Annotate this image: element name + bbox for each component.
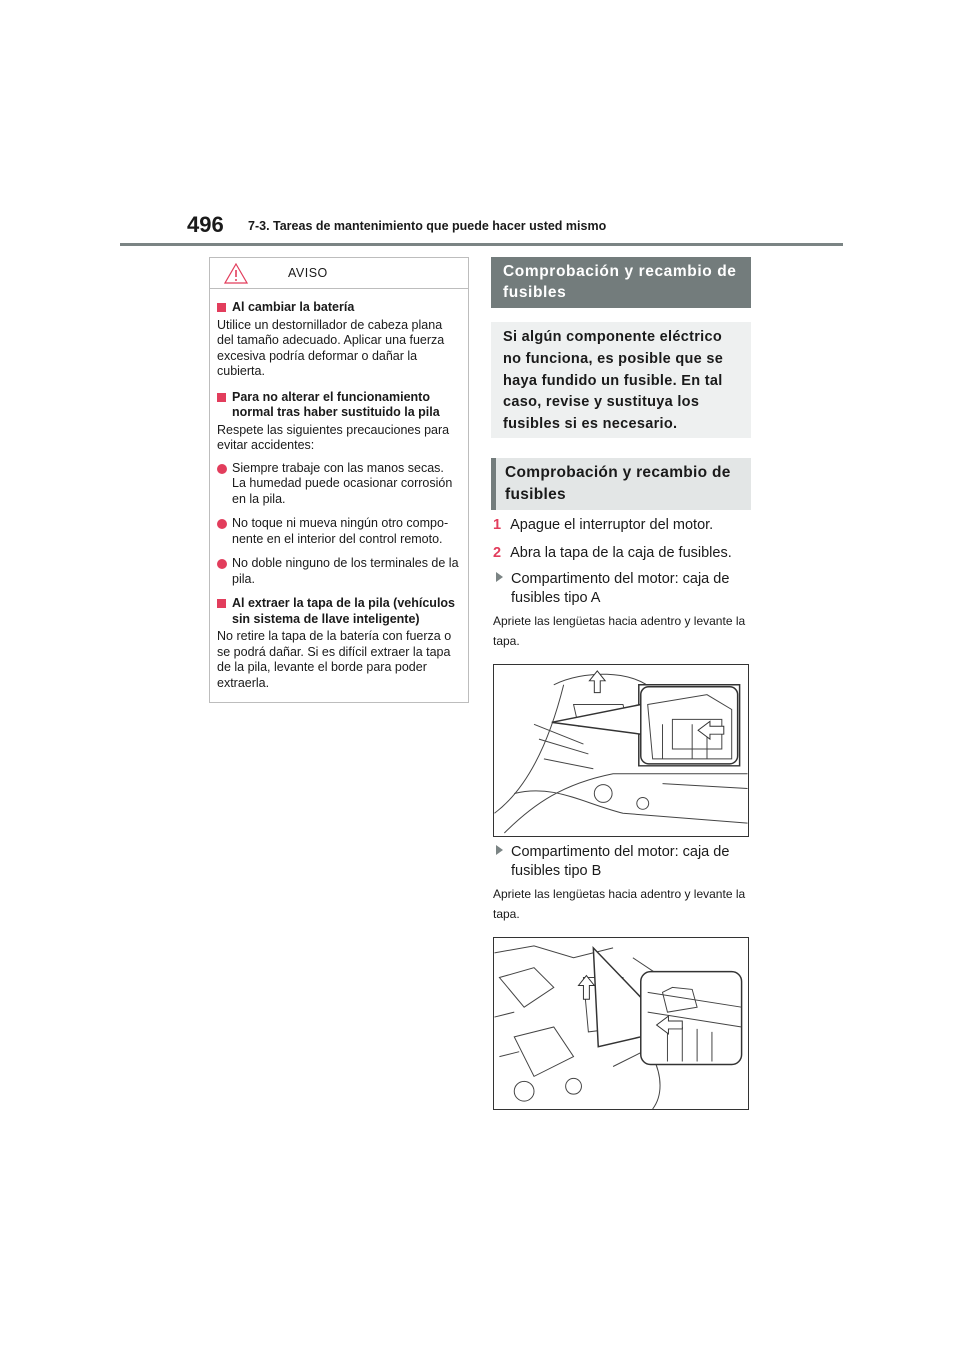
triangle-bullet-icon bbox=[496, 845, 503, 855]
item-title: Compartimento del motor: caja de fusibles tipo B bbox=[511, 844, 730, 879]
fuse-box-type-b bbox=[496, 843, 751, 881]
warning-heading: Al cambiar la batería bbox=[217, 300, 459, 316]
warning-heading: Para no alterar el funcionamiento normal tras haber sustituido la pila bbox=[217, 390, 459, 421]
item-title: Compartimento del motor: caja de fusibles tipo A bbox=[511, 571, 730, 606]
warning-heading: Al extraer la tapa de la pila (vehículos sin sistema de llave inteligente) bbox=[217, 596, 459, 627]
warning-text: No retire la tapa de la batería con fuerza o se podrá dañar. Si es difícil extraer la tapa de la pila, levante el borde para poder extraerla. bbox=[217, 629, 452, 690]
warning-box bbox=[209, 257, 469, 703]
fuse-box-b-illustration bbox=[493, 937, 749, 1110]
step-2 bbox=[493, 545, 732, 561]
intro-box: Si algún componente eléctrico no funciona, es posible que se haya fundido un fusible. En tal caso, revise y sustituya los fusibles si es necesario. bbox=[491, 322, 751, 438]
fuse-box-a-illustration bbox=[493, 664, 749, 837]
warning-text: Respete las siguientes precauciones para evitar accidentes: bbox=[217, 422, 450, 452]
subheading: Comprobación y recambio de fusibles bbox=[491, 458, 751, 510]
fuse-box-type-a bbox=[496, 570, 751, 608]
triangle-bullet-icon bbox=[496, 572, 503, 582]
engine-compartment-a-drawing bbox=[494, 665, 748, 836]
warning-triangle-icon bbox=[224, 263, 248, 284]
step-text: Abra la tapa de la caja de fusibles. bbox=[510, 545, 732, 561]
warning-body bbox=[210, 289, 468, 691]
section-title: Comprobación y recambio de fusibles bbox=[491, 257, 751, 308]
header-rule bbox=[120, 243, 843, 246]
step-number: 1 bbox=[493, 517, 502, 533]
step-number: 2 bbox=[493, 545, 502, 561]
warning-bullet: No doble ninguno de los terminales de la pila. bbox=[217, 556, 459, 587]
engine-compartment-b-drawing bbox=[494, 938, 748, 1109]
step-1 bbox=[493, 517, 713, 533]
item-note: Apriete las lengüetas hacia adentro y levante la tapa. bbox=[493, 614, 746, 648]
step-text: Apague el interruptor del motor. bbox=[510, 517, 714, 533]
warning-text: Utilice un destornillador de cabeza plana del tamaño adecuado. Aplicar una fuerza excesiva podría deformar o dañar la cubierta. bbox=[217, 317, 445, 378]
page-number: 496 bbox=[187, 212, 224, 237]
warning-bullet: Siempre trabaje con las manos secas. La humedad puede ocasionar corrosión en la pila. bbox=[217, 461, 459, 508]
warning-title: AVISO bbox=[288, 266, 328, 280]
warning-bullet: No toque ni mueva ningún otro componente en el interior del control remoto. bbox=[217, 516, 459, 547]
item-note: Apriete las lengüetas hacia adentro y levante la tapa. bbox=[493, 887, 746, 921]
warning-header bbox=[210, 258, 468, 289]
running-head: 7-3. Tareas de mantenimiento que puede hacer usted mismo bbox=[248, 219, 607, 233]
